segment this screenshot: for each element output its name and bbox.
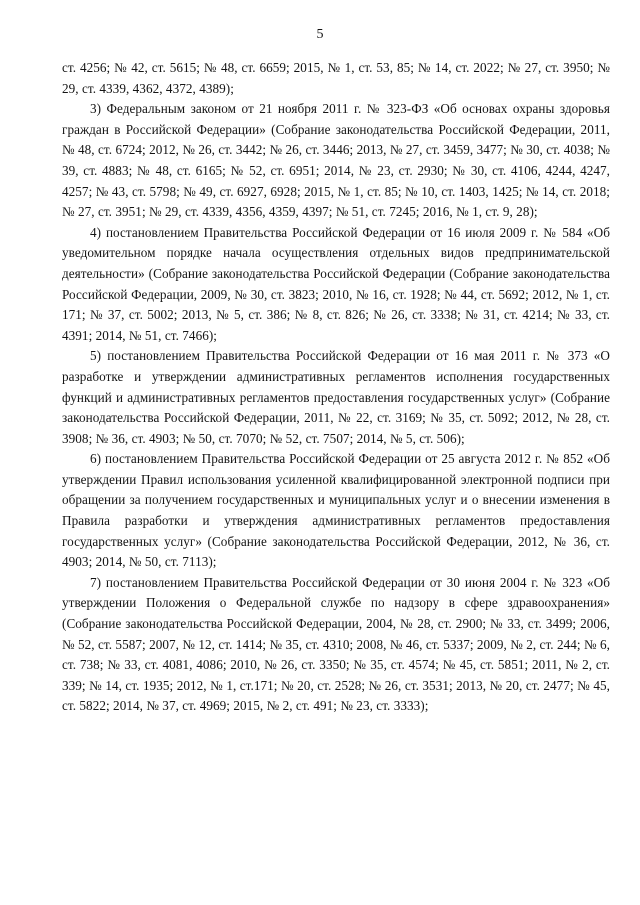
paragraph-item-7: 7) постановлением Правительства Российской Федерации от 30 июня 2004 г. № 323 «Об утверждении Положения о Федеральной службе по надзору в сфере здравоохранения» (Собрание законодательства Российской Федерации, 2004, № 28, ст. 2900; № 33, ст. 3499; 2006, № 52, ст. 5587; 2007, № 12, ст. 1414; № 35, ст. 4310; 2008, № 46, ст. 5337; 2009, № 2, ст. 244; № 6, ст. 738; № 33, ст. 4081, 4086; 2010, № 26, ст. 3350; № 35, ст. 4574; № 45, ст. 5851; 2011, № 2, ст. 339; № 14, ст. 1935; 2012, № 1, ст.171; № 20, ст. 2528; № 26, ст. 3531; 2013, № 20, ст. 2477; № 45, ст. 5822; 2014, № 37, ст. 4969; 2015, № 2, ст. 491; № 23, ст. 3333); <box>62 574 610 714</box>
paragraph-item-6: 6) постановлением Правительства Российской Федерации от 25 августа 2012 г. № 852 «Об утверждении Правил использования усиленной квалифицированной электронной подписи при обращении за получением государственных и муниципальных услуг и о внесении изменения в Правила разработки и утверждения административных регламентов предоставления государственных услуг» (Собрание законодательства Российской Федерации, 2012, № 36, ст. 4903; 2014, № 50, ст. 7113); <box>62 451 610 570</box>
document-body <box>62 58 610 717</box>
paragraph-item-5: 5) постановлением Правительства Российской Федерации от 16 мая 2011 г. № 373 «О разработке и утверждении административных регламентов исполнения государственных функций и административных регламентов предоставления государственных услуг» (Собрание законодательства Российской Федерации, 2011, № 22, ст. 3169; № 35, ст. 5092; 2012, № 28, ст. 3908; № 36, ст. 4903; № 50, ст. 7070; № 52, ст. 7507; 2014, № 5, ст. 506); <box>62 348 610 446</box>
page-number: 5 <box>316 27 324 42</box>
paragraph-item-4: 4) постановлением Правительства Российской Федерации от 16 июля 2009 г. № 584 «Об уведомительном порядке начала осуществления отдельных видов предпринимательской деятельности» (Собрание законодательства Российской Федерации (Собрание законодательства Российской Федерации, 2009, № 30, ст. 3823; 2010, № 16, ст. 1928; № 44, ст. 5692; 2012, № 1, ст. 171; № 37, ст. 5002; 2013, № 5, ст. 386; № 8, ст. 826; № 26, ст. 3338; № 31, ст. 4214; № 33, ст. 4391; 2014, № 51, ст. 7466); <box>62 224 610 343</box>
paragraph-item-3: 3) Федеральным законом от 21 ноября 2011 г. № 323-ФЗ «Об основах охраны здоровья граждан в Российской Федерации» (Собрание законодательства Российской Федерации, 2011, № 48, ст. 6724; 2012, № 26, ст. 3442; № 26, ст. 3446; 2013, № 27, ст. 3459, 3477; № 30, ст. 4038; № 39, ст. 4883; № 48, ст. 6165; № 52, ст. 6951; 2014, № 23, ст. 2930; № 30, ст. 4106, 4244, 4247, 4257; № 43, ст. 5798; № 49, ст. 6927, 6928; 2015, № 1, ст. 85; № 10, ст. 1403, 1425; № 14, ст. 2018; № 27, ст. 3951; № 29, ст. 4339, 4356, 4359, 4397; № 51, ст. 7245; 2016, № 1, ст. 9, 28); <box>62 101 610 220</box>
paragraph-continuation: ст. 4256; № 42, ст. 5615; № 48, ст. 6659; 2015, № 1, ст. 53, 85; № 14, ст. 2022; № 27, ст. 3950; № 29, ст. 4339, 4362, 4372, 4389); <box>62 60 610 96</box>
